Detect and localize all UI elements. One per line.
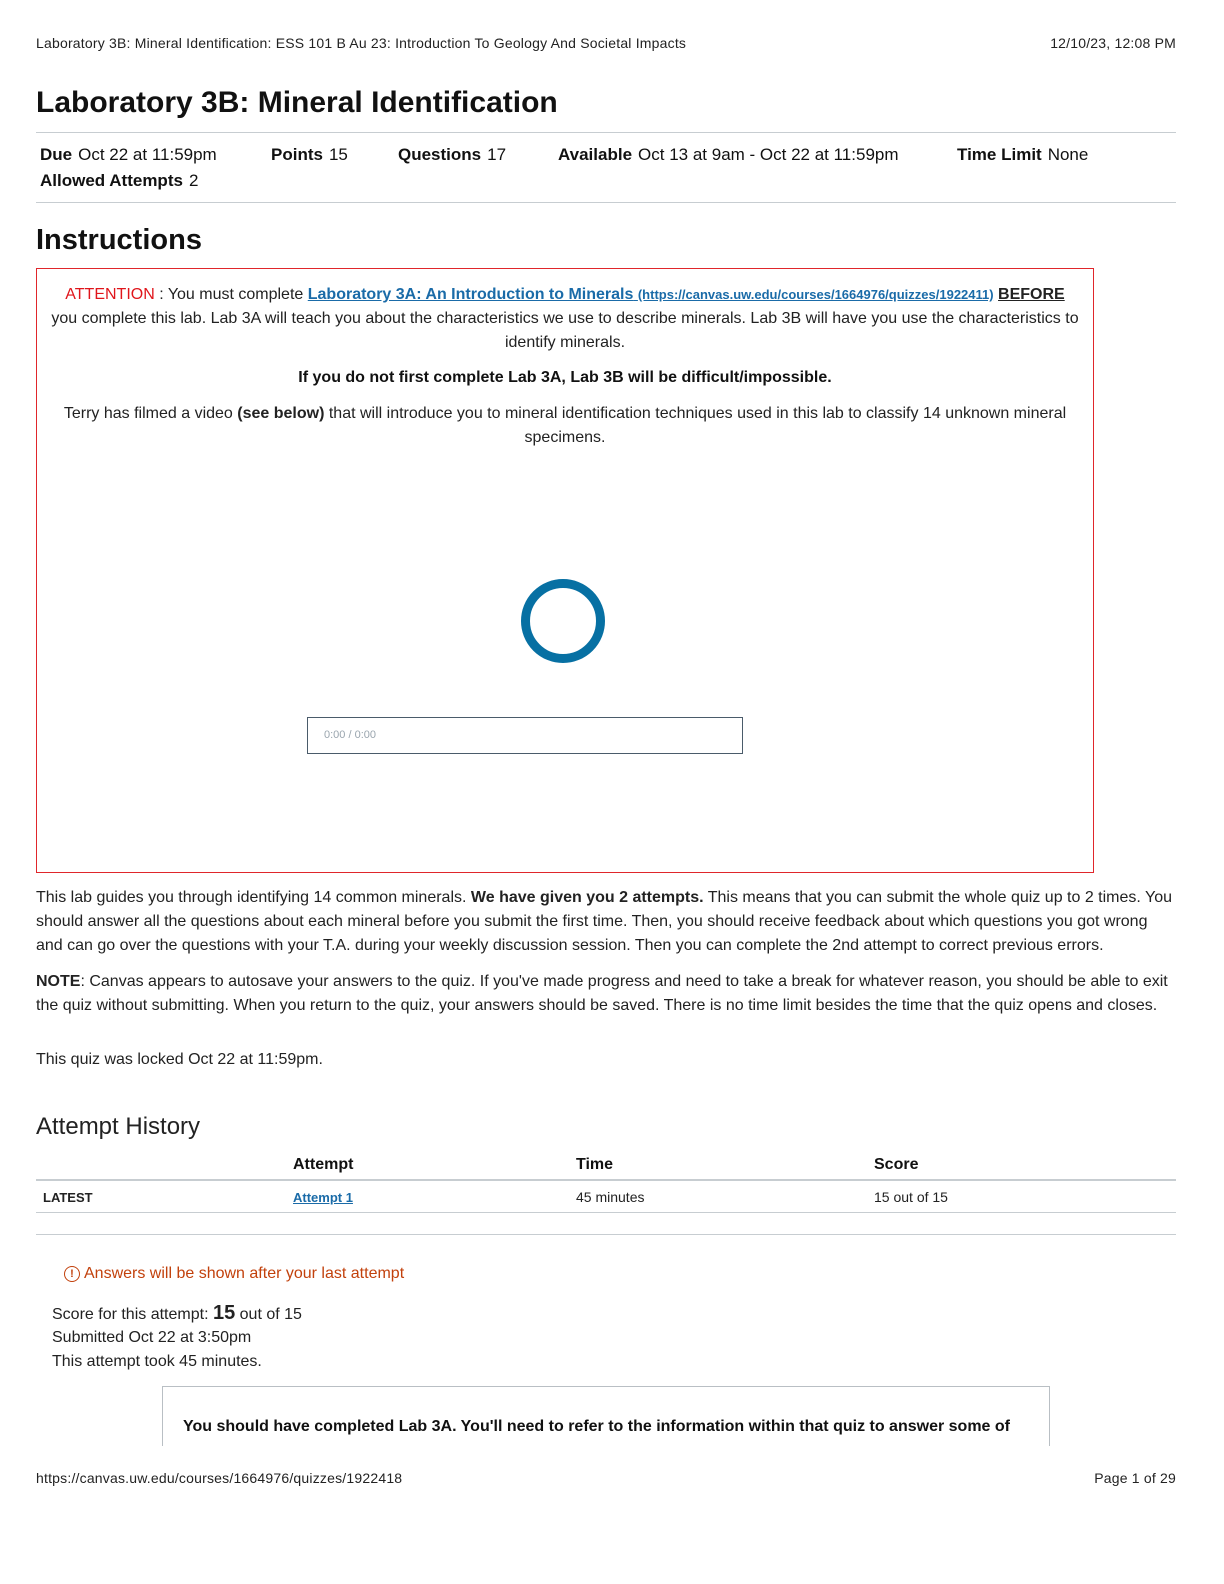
instructions-heading: Instructions [36, 224, 202, 256]
attempt-score: 15 out of 15 [867, 1180, 1176, 1213]
meta-points: Points 15 [271, 145, 348, 164]
latest-tag: LATEST [36, 1180, 286, 1213]
attempt-history-heading: Attempt History [36, 1113, 201, 1140]
divider [36, 202, 1176, 203]
print-header-title: Laboratory 3B: Mineral Identification: ESS 101 B Au 23: Introduction To Geology And Societal Impacts [36, 35, 687, 51]
lab3a-warning: If you do not first complete Lab 3A, Lab 3B will be difficult/impossible. [298, 369, 832, 386]
divider [36, 1234, 1176, 1235]
quiz-question-box [162, 1386, 1050, 1446]
submitted-line: Submitted Oct 22 at 3:50pm [52, 1329, 252, 1346]
meta-allowed-attempts: Allowed Attempts 2 [40, 171, 199, 190]
print-header [36, 35, 1176, 51]
instructions-box [36, 268, 1094, 873]
attempt-history-table [36, 1152, 1176, 1213]
guide-paragraph: This lab guides you through identifying 14 common minerals. We have given you 2 attempts. This means that you can submit the whole quiz up to 2 times. You should answer all the questions about each mineral before you submit the first time. Then, you should receive feedback about which questions you got wrong and can go over the questions with your T.A. during your weekly discussion session. Then you can complete the 2nd attempt to correct previous errors. [36, 889, 1172, 954]
score-line: Score for this attempt: 15 out of 15 [52, 1302, 302, 1324]
before-emphasis: BEFORE [998, 286, 1065, 303]
print-footer [36, 1470, 1176, 1486]
note-paragraph: NOTE: Canvas appears to autosave your answers to the quiz. If you've made progress and need to take a break for whatever reason, you should be able to exit the quiz without submitting. When you return to the quiz, your answers should be saved. There is no time limit besides the time that the quiz opens and closes. [36, 973, 1168, 1014]
lab3a-link[interactable]: Laboratory 3A: An Introduction to Minerals (https://canvas.uw.edu/courses/1664976/quizzes/1922411) [307, 286, 994, 303]
print-footer-url: https://canvas.uw.edu/courses/1664976/quizzes/1922418 [36, 1470, 403, 1486]
attention-paragraph: ATTENTION : You must complete Laboratory 3A: An Introduction to Minerals (https://canvas.uw.edu/courses/1664976/quizzes/1922411) BEFORE you complete this lab. Lab 3A will teach you about the characteristics we use to describe minerals. Lab 3B will have you use the characteristics to identify minerals. [51, 286, 1079, 351]
attempt-1-link[interactable]: Attempt 1 [293, 1190, 353, 1205]
divider [36, 132, 1176, 133]
print-header-date: 12/10/23, 12:08 PM [1050, 35, 1176, 51]
quiz-intro-text: You should have completed Lab 3A. You'll need to refer to the information within that quiz to answer some of [183, 1418, 1010, 1435]
meta-questions: Questions 17 [398, 145, 507, 164]
video-intro: Terry has filmed a video (see below) that will introduce you to mineral identification techniques used in this lab to classify 14 unknown mineral specimens. [63, 405, 1067, 446]
meta-time-limit: Time Limit None [957, 145, 1089, 164]
attempt-score-value: 15 [212, 1302, 236, 1324]
table-header-row: Attempt Time Score [36, 1152, 1176, 1180]
video-loading-spinner-icon [521, 579, 605, 663]
locked-text: This quiz was locked Oct 22 at 11:59pm. [36, 1051, 323, 1068]
meta-due: Due Oct 22 at 11:59pm [40, 145, 217, 164]
duration-line: This attempt took 45 minutes. [52, 1353, 262, 1370]
attempt-time: 45 minutes [569, 1180, 867, 1213]
video-time: 0:00 / 0:00 [324, 729, 376, 741]
meta-available: Available Oct 13 at 9am - Oct 22 at 11:59pm [558, 145, 899, 164]
answers-alert [64, 1265, 404, 1283]
exclamation-circle-icon: ! [64, 1266, 80, 1282]
attention-label: ATTENTION [65, 286, 155, 303]
alert-text: Answers will be shown after your last attempt [84, 1265, 405, 1282]
page-title: Laboratory 3B: Mineral Identification [36, 86, 558, 119]
print-footer-page: Page 1 of 29 [1094, 1470, 1176, 1486]
table-row [36, 1180, 1176, 1213]
video-player-controls[interactable] [307, 717, 743, 754]
